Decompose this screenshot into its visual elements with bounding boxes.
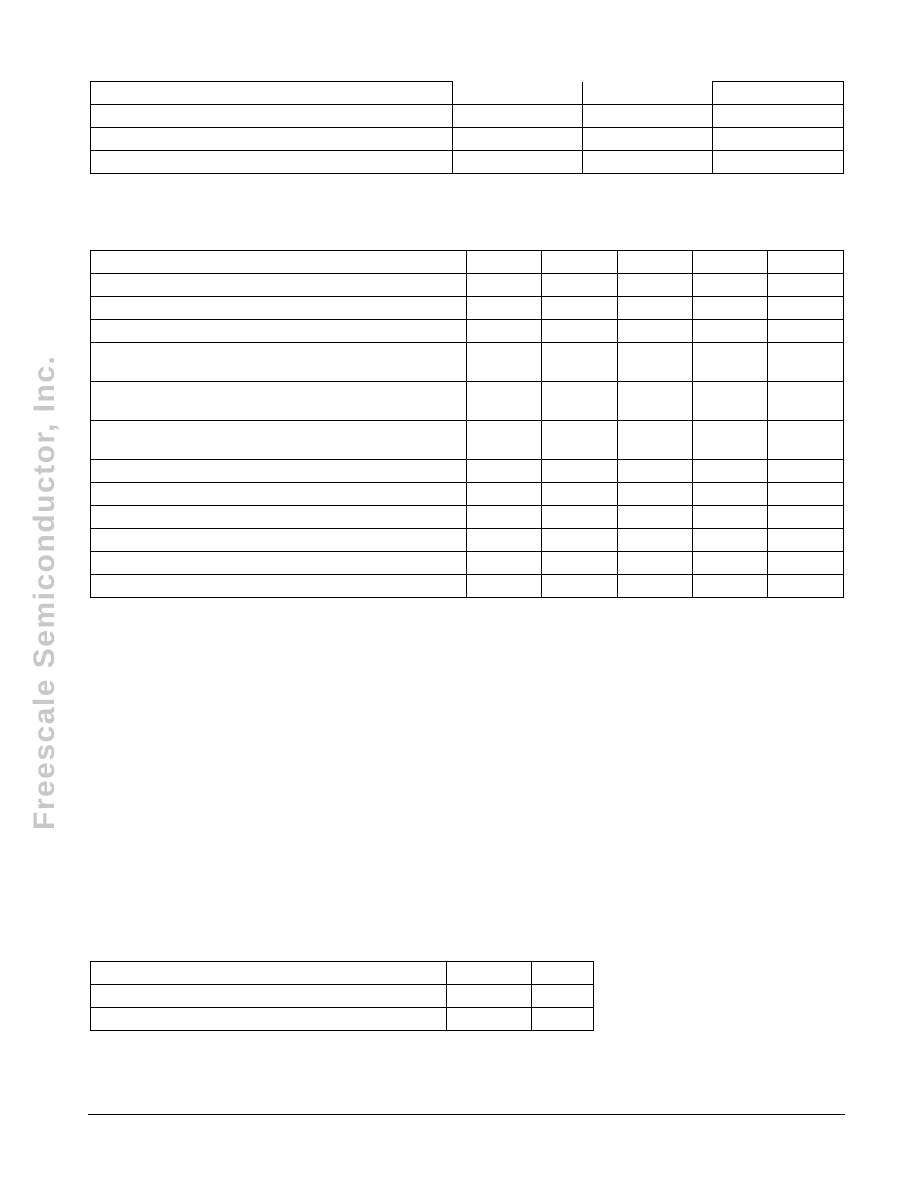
table-cell bbox=[467, 251, 542, 274]
table-cell bbox=[768, 506, 844, 529]
table-row bbox=[91, 460, 844, 483]
table-cell bbox=[91, 962, 447, 985]
table-row bbox=[91, 82, 844, 105]
table-cell bbox=[713, 82, 844, 105]
table-cell bbox=[91, 382, 467, 421]
table-2 bbox=[90, 250, 844, 598]
table-cell bbox=[768, 297, 844, 320]
table-row bbox=[91, 529, 844, 552]
table-cell bbox=[693, 529, 768, 552]
table-cell bbox=[618, 343, 693, 382]
table-cell bbox=[618, 421, 693, 460]
table-cell bbox=[91, 151, 453, 174]
table-cell bbox=[453, 105, 583, 128]
table-cell bbox=[542, 460, 618, 483]
table-cell bbox=[542, 483, 618, 506]
table-cell bbox=[583, 82, 713, 105]
table-row bbox=[91, 382, 844, 421]
table-cell bbox=[542, 251, 618, 274]
table-cell bbox=[453, 128, 583, 151]
table-cell bbox=[618, 320, 693, 343]
table-row bbox=[91, 1008, 594, 1031]
table-cell bbox=[713, 128, 844, 151]
table-cell bbox=[693, 343, 768, 382]
table-cell bbox=[542, 552, 618, 575]
table-cell bbox=[618, 483, 693, 506]
table-cell bbox=[693, 320, 768, 343]
table-cell bbox=[713, 105, 844, 128]
table-cell bbox=[693, 552, 768, 575]
table-cell bbox=[542, 274, 618, 297]
table-cell bbox=[542, 506, 618, 529]
table-row bbox=[91, 251, 844, 274]
footer-rule bbox=[88, 1114, 845, 1115]
table-cell bbox=[467, 421, 542, 460]
table-cell bbox=[91, 274, 467, 297]
table-row bbox=[91, 421, 844, 460]
table-cell bbox=[618, 460, 693, 483]
table-cell bbox=[542, 343, 618, 382]
freescale-watermark: Freescale Semiconductor, Inc. bbox=[28, 354, 61, 830]
table-cell bbox=[618, 274, 693, 297]
table-cell bbox=[467, 343, 542, 382]
table-cell bbox=[532, 1008, 594, 1031]
table-cell bbox=[618, 382, 693, 421]
table-row bbox=[91, 985, 594, 1008]
table-cell bbox=[542, 575, 618, 598]
table-cell bbox=[91, 529, 467, 552]
table-1 bbox=[90, 81, 844, 174]
table-cell bbox=[713, 151, 844, 174]
table-cell bbox=[583, 105, 713, 128]
table-cell bbox=[467, 297, 542, 320]
table-cell bbox=[618, 297, 693, 320]
table-cell bbox=[618, 506, 693, 529]
table-cell bbox=[768, 421, 844, 460]
table-cell bbox=[693, 297, 768, 320]
table-cell bbox=[91, 985, 447, 1008]
table-cell bbox=[467, 320, 542, 343]
table-cell bbox=[91, 421, 467, 460]
table-row bbox=[91, 575, 844, 598]
table-cell bbox=[693, 382, 768, 421]
table-cell bbox=[768, 382, 844, 421]
table-cell bbox=[91, 251, 467, 274]
table-cell bbox=[91, 460, 467, 483]
table-cell bbox=[693, 421, 768, 460]
table-cell bbox=[618, 251, 693, 274]
table-row bbox=[91, 274, 844, 297]
table-cell bbox=[693, 506, 768, 529]
table-cell bbox=[542, 320, 618, 343]
table-cell bbox=[453, 151, 583, 174]
table-row bbox=[91, 151, 844, 174]
table-cell bbox=[768, 575, 844, 598]
table-cell bbox=[618, 552, 693, 575]
table-row bbox=[91, 506, 844, 529]
table-cell bbox=[693, 483, 768, 506]
table-row bbox=[91, 483, 844, 506]
table-cell bbox=[91, 1008, 447, 1031]
table-cell bbox=[467, 382, 542, 421]
table-cell bbox=[693, 274, 768, 297]
table-cell bbox=[618, 529, 693, 552]
table-row bbox=[91, 552, 844, 575]
table-row bbox=[91, 105, 844, 128]
table-cell bbox=[768, 251, 844, 274]
table-cell bbox=[467, 483, 542, 506]
table-cell bbox=[693, 575, 768, 598]
table-cell bbox=[532, 985, 594, 1008]
table-cell bbox=[542, 382, 618, 421]
table-cell bbox=[91, 297, 467, 320]
table-cell bbox=[447, 985, 532, 1008]
table-cell bbox=[583, 128, 713, 151]
table-cell bbox=[768, 483, 844, 506]
table-cell bbox=[693, 460, 768, 483]
table-cell bbox=[467, 506, 542, 529]
table-cell bbox=[532, 962, 594, 985]
table-cell bbox=[768, 320, 844, 343]
table-row bbox=[91, 297, 844, 320]
table-cell bbox=[768, 552, 844, 575]
table-3 bbox=[90, 961, 594, 1031]
table-cell bbox=[768, 343, 844, 382]
table-cell bbox=[467, 529, 542, 552]
table-cell bbox=[91, 343, 467, 382]
table-cell bbox=[91, 483, 467, 506]
table-cell bbox=[467, 552, 542, 575]
table-cell bbox=[693, 251, 768, 274]
table-cell bbox=[91, 552, 467, 575]
table-cell bbox=[542, 297, 618, 320]
table-cell bbox=[91, 105, 453, 128]
table-cell bbox=[467, 575, 542, 598]
table-cell bbox=[91, 575, 467, 598]
table-row bbox=[91, 128, 844, 151]
table-cell bbox=[453, 82, 583, 105]
table-cell bbox=[91, 128, 453, 151]
table-cell bbox=[542, 529, 618, 552]
table-cell bbox=[768, 460, 844, 483]
table-cell bbox=[91, 506, 467, 529]
table-cell bbox=[768, 274, 844, 297]
table-cell bbox=[618, 575, 693, 598]
table-cell bbox=[91, 320, 467, 343]
table-cell bbox=[542, 421, 618, 460]
table-row bbox=[91, 343, 844, 382]
table-cell bbox=[91, 82, 453, 105]
table-cell bbox=[467, 274, 542, 297]
table-cell bbox=[583, 151, 713, 174]
table-cell bbox=[467, 460, 542, 483]
table-row bbox=[91, 320, 844, 343]
table-cell bbox=[447, 962, 532, 985]
table-cell bbox=[447, 1008, 532, 1031]
table-cell bbox=[768, 529, 844, 552]
table-row bbox=[91, 962, 594, 985]
